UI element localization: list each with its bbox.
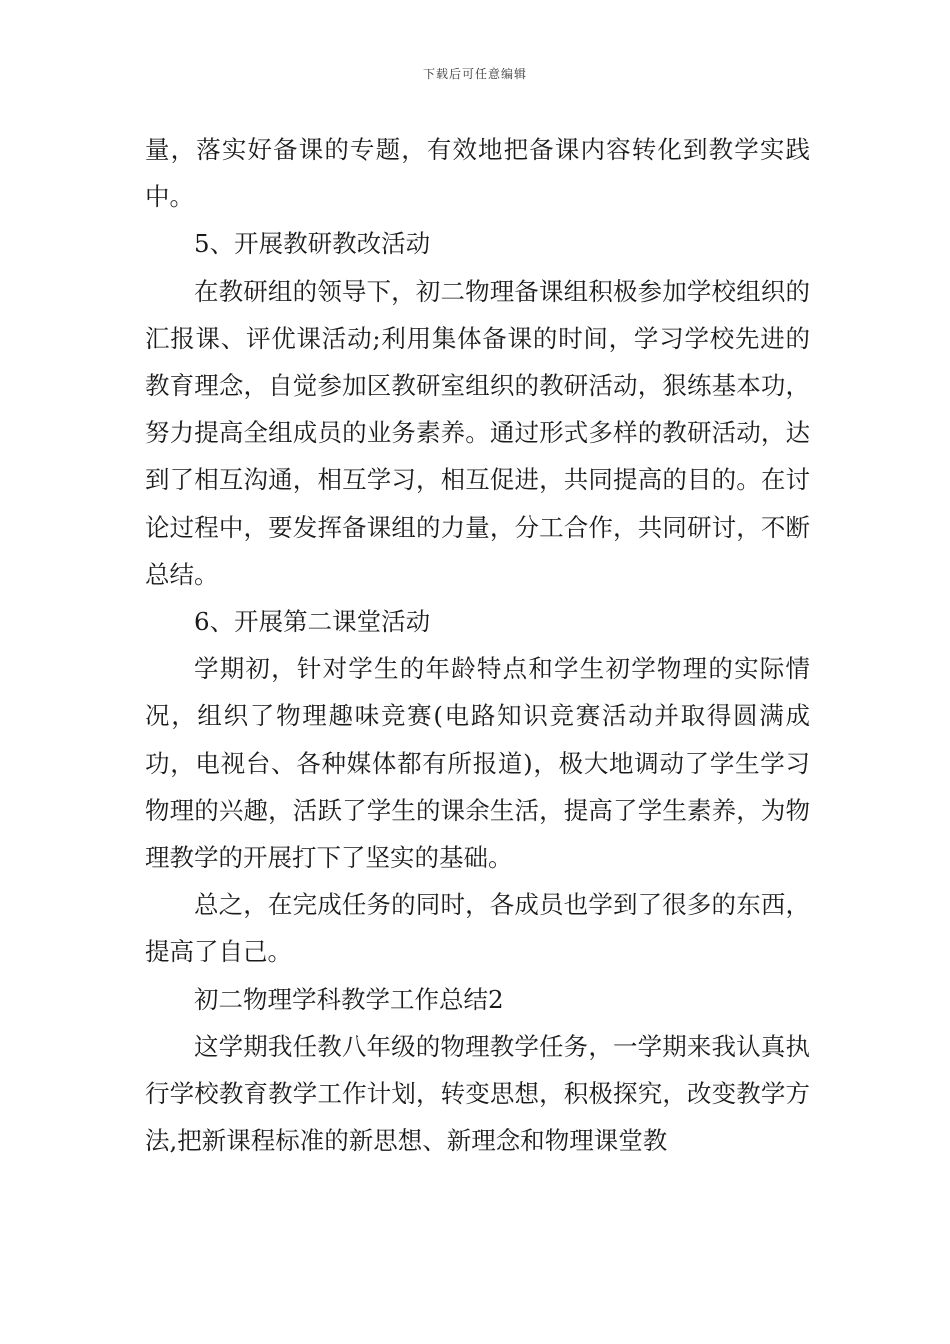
paragraph-second-classroom: 学期初，针对学生的年龄特点和学生初学物理的实际情况，组织了物理趣味竞赛(电路知识竞赛活动并取得圆满成功，电视台、各种媒体都有所报道)，极大地调动了学生学习物理的兴趣，活跃了学生的课余生活，提高了学生素养，为物理教学的开展打下了坚实的基础。 <box>145 654 810 873</box>
document-body <box>145 126 810 1164</box>
paragraph-conclusion: 总之，在完成任务的同时，各成员也学到了很多的东西，提高了自己。 <box>145 890 810 967</box>
paragraph-continued: 量，落实好备课的专题，有效地把备课内容转化到教学实践中。 <box>145 135 810 212</box>
section-heading-6: 6、开展第二课堂活动 <box>194 607 431 637</box>
document-subtitle: 初二物理学科教学工作总结2 <box>194 984 504 1014</box>
section-heading-5: 5、开展教研教改活动 <box>194 229 431 259</box>
page-header: 下载后可任意编辑 <box>422 67 527 81</box>
paragraph-teaching-research: 在教研组的领导下，初二物理备课组积极参加学校组织的汇报课、评优课活动;利用集体备课的时间，学习学校先进的教育理念，自觉参加区教研室组织的教研活动，狠练基本功，努力提高全组成员的业务素养。通过形式多样的教研活动，达到了相互沟通，相互学习，相互促进，共同提高的目的。在讨论过程中，要发挥备课组的力量，分工合作，共同研讨，不断总结。 <box>145 276 810 589</box>
paragraph-intro-2: 这学期我任教八年级的物理教学任务，一学期来我认真执行学校教育教学工作计划，转变思想，积极探究，改变教学方法,把新课程标准的新思想、新理念和物理课堂教 <box>145 1031 810 1156</box>
